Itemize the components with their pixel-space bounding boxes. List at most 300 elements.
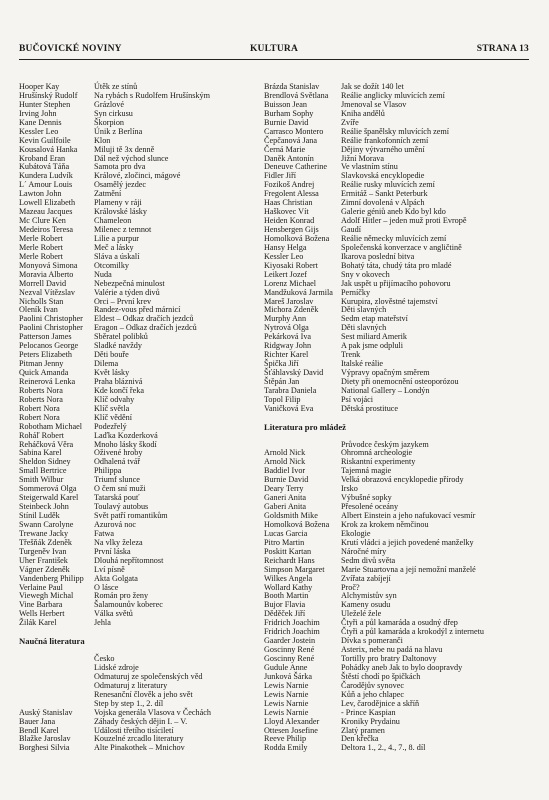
book-title: A pak jsme odpluli bbox=[341, 341, 404, 351]
book-title: Tajemná magie bbox=[341, 466, 392, 476]
book-title: Reálie frankofonních zemí bbox=[341, 135, 429, 145]
book-title: Uleželé žele bbox=[341, 609, 382, 619]
book-title: Únik z Berlína bbox=[94, 126, 143, 136]
book-author: Mc Clure Ken bbox=[19, 216, 66, 226]
book-title: Děti slavných bbox=[341, 323, 387, 333]
book-author: Vaničková Eva bbox=[264, 403, 314, 413]
book-title: Lilie a purpur bbox=[94, 233, 140, 243]
book-title: Škorpion bbox=[94, 117, 125, 127]
book-title: Klíč odvahy bbox=[94, 394, 135, 404]
book-title: Kameny osudu bbox=[341, 600, 391, 610]
book-author: Čepčanová Jana bbox=[264, 135, 317, 145]
book-author: Štěpán Jan bbox=[264, 376, 300, 386]
book-author: Paolini Christopher bbox=[19, 314, 83, 324]
book-title: Sláva a úskalí bbox=[94, 251, 140, 261]
book-title: Klíč vědění bbox=[94, 412, 132, 422]
book-author: Hooper Kay bbox=[19, 82, 60, 91]
book-title: Velká obrazová encyklopedie přírody bbox=[341, 475, 464, 485]
book-author: Deary Terry bbox=[264, 484, 304, 494]
book-author: Roháľ Robert bbox=[19, 430, 64, 440]
book-author: Peters Elizabeth bbox=[19, 350, 72, 360]
book-author: Hansy Helga bbox=[264, 242, 307, 252]
book-author: Burham Sophy bbox=[264, 108, 314, 118]
book-author: Lorenz Michael bbox=[264, 278, 317, 288]
book-author: Merle Robert bbox=[19, 242, 63, 252]
book-title: Asterix, nebe nu padá na hlavu bbox=[341, 645, 443, 655]
book-title: Alte Pinakothek – Mnichov bbox=[94, 743, 185, 753]
book-title: Zvířata zabíjejí bbox=[341, 573, 391, 583]
book-title: Samota pro dva bbox=[94, 162, 146, 172]
book-title: Svět patří romantikům bbox=[94, 511, 168, 520]
book-title: Plameny v ráji bbox=[94, 198, 142, 208]
book-title: Dívka s pomeranči bbox=[341, 636, 403, 646]
book-title: Perníčky bbox=[341, 287, 371, 297]
book-title: Sedm divů světa bbox=[341, 555, 396, 565]
book-title: Pohádky aneb Jak to bylo doopravdy bbox=[341, 662, 463, 672]
book-title: Průvodce českým jazykem bbox=[341, 439, 429, 449]
book-title: Klon bbox=[94, 135, 111, 145]
book-author: Steinbeck John bbox=[19, 502, 69, 512]
book-title: Děti slavných bbox=[341, 305, 387, 315]
book-title: Květ lásky bbox=[94, 368, 130, 377]
book-author: Carrasco Montero bbox=[264, 126, 324, 136]
book-author: Roberts Nora bbox=[19, 385, 63, 395]
book-title: Gaudí bbox=[341, 225, 362, 234]
book-title: Meč a lásky bbox=[94, 242, 134, 252]
book-title: Odhalená tvář bbox=[94, 457, 141, 467]
book-author: Lewis Narnie bbox=[264, 707, 309, 717]
book-title: Step by step 1., 2. díl bbox=[94, 698, 164, 708]
book-title: Bohatý táta, chudý táta pro mladé bbox=[341, 260, 452, 270]
book-title: Alchymistův syn bbox=[341, 591, 397, 601]
book-author: Fridrich Joachim bbox=[264, 627, 320, 637]
book-title: National Gallery – Londýn bbox=[341, 385, 430, 395]
book-author: Buisson Jean bbox=[264, 99, 307, 109]
book-author: Lawton John bbox=[19, 189, 62, 199]
book-title: Den křečka bbox=[341, 734, 379, 744]
book-title: Italské reálie bbox=[341, 359, 384, 369]
book-entry bbox=[19, 744, 254, 753]
book-author: Viewegh Michal bbox=[19, 591, 74, 601]
book-author: Fridrich Joachim bbox=[264, 618, 320, 628]
book-title: Náročné míry bbox=[341, 546, 387, 556]
book-title: Philippa bbox=[94, 466, 122, 476]
book-author: Třešňák Zdeněk bbox=[19, 537, 72, 547]
book-author: Kiyosaki Robert bbox=[264, 260, 318, 270]
book-title: Válka světů bbox=[94, 609, 133, 619]
header-rule bbox=[19, 59, 529, 60]
book-title: Ikarova poslední bitva bbox=[341, 251, 415, 261]
book-title: Kurupira, zlověstné tajemství bbox=[341, 296, 438, 306]
book-author: Simpson Margaret bbox=[264, 564, 325, 574]
book-author: Brendlová Světlana bbox=[264, 90, 329, 100]
book-title: Randez-vous před márnicí bbox=[94, 305, 181, 315]
page-number: STRANA 13 bbox=[476, 44, 529, 54]
book-title: Děti bouře bbox=[94, 350, 129, 360]
book-author: Robotham Michael bbox=[19, 421, 82, 431]
book-author: Murphy Ann bbox=[264, 314, 307, 324]
page-header bbox=[19, 44, 529, 58]
book-title: Odmaturuj ze společenských věd bbox=[94, 671, 203, 681]
book-title: Čtyři a půl kamaráda a krokodýl z internetu bbox=[341, 627, 485, 637]
book-author: Goldsmith Mike bbox=[264, 511, 318, 520]
book-title: Zimní dovolená v Alpách bbox=[341, 198, 425, 208]
book-author: Smith Wilbur bbox=[19, 475, 64, 485]
book-author: Goscinny René bbox=[264, 645, 315, 655]
book-title: Valérie a týden divů bbox=[94, 287, 160, 297]
book-author: Baddiel Ivor bbox=[264, 466, 306, 476]
section-heading: Naučná literatura bbox=[19, 636, 85, 647]
book-author: Merle Robert bbox=[19, 233, 63, 243]
book-title: Tortilly pro bratry Daltonovy bbox=[341, 654, 437, 663]
book-author: Trewane Jacky bbox=[19, 528, 69, 538]
book-title: Zvíře bbox=[341, 117, 359, 127]
book-author: Kessler Leo bbox=[264, 251, 304, 261]
book-author: Kevin Guilfoile bbox=[19, 135, 71, 145]
book-title: Ermitáž – Sankt Peterburk bbox=[341, 189, 428, 199]
book-title: Jehla bbox=[94, 618, 111, 628]
book-title: Klíč světla bbox=[94, 403, 130, 413]
book-title: Čarodějův synovec bbox=[341, 680, 404, 690]
book-author: Sommerová Olga bbox=[19, 484, 77, 494]
spacer bbox=[19, 646, 254, 655]
book-author: Robert Nora bbox=[19, 403, 60, 413]
section-heading-row bbox=[264, 423, 534, 432]
book-author: Gudule Anne bbox=[264, 662, 308, 672]
book-author: Vágner Zdeněk bbox=[19, 564, 70, 574]
book-author: Šťáhlavský David bbox=[264, 368, 324, 377]
book-author: Pitman Jenny bbox=[19, 359, 64, 369]
book-title: Zlatý pramen bbox=[341, 725, 385, 735]
book-title: Na rybách s Rudolfem Hrušínským bbox=[94, 90, 210, 100]
book-title: Vojska generála Vlasova v Čechách bbox=[94, 707, 212, 717]
book-title: Toulavý autobus bbox=[94, 502, 149, 512]
book-author: Patterson James bbox=[19, 332, 72, 342]
book-title: Královské lásky bbox=[94, 207, 147, 217]
book-author: Goscinny René bbox=[264, 654, 315, 663]
book-entry bbox=[264, 405, 534, 414]
book-author: Quick Amanda bbox=[19, 368, 69, 377]
book-author: Burnie David bbox=[264, 117, 309, 127]
book-author: Reeve Philip bbox=[264, 734, 307, 744]
book-title: Jak uspět u přijímacího pohovoru bbox=[341, 278, 451, 288]
book-author: Lucas Garcia bbox=[264, 528, 308, 538]
book-author: Sabina Karel bbox=[19, 448, 62, 458]
book-title: Reálie anglicky mluvících zemí bbox=[341, 90, 445, 100]
book-author: Haškovec Vít bbox=[264, 207, 309, 217]
book-title: Krok za krokem němčinou bbox=[341, 519, 429, 529]
book-title: Čtyři a půl kamaráda a osudný dřep bbox=[341, 618, 458, 628]
book-author: Roberts Nora bbox=[19, 394, 63, 404]
book-entry bbox=[264, 387, 534, 396]
book-author: Kundera Ludvík bbox=[19, 171, 73, 181]
book-title: Akta Golgata bbox=[94, 573, 138, 583]
book-title: Odmaturuj z literatury bbox=[94, 680, 168, 690]
book-author: Michora Zdeněk bbox=[264, 305, 319, 315]
book-author: Stínil Luděk bbox=[19, 511, 60, 520]
book-title: Miluji tě 3x denně bbox=[94, 144, 155, 154]
book-author: Auský Stanislav bbox=[19, 707, 73, 717]
book-author: Fozikoš Andrej bbox=[264, 180, 315, 190]
book-title: Eldest – Odkaz dračích jezdců bbox=[94, 314, 194, 324]
book-title: Azurová noc bbox=[94, 519, 137, 529]
book-title: Sedm etap mateřství bbox=[341, 314, 408, 324]
book-title: Laďka Kozderková bbox=[94, 430, 158, 440]
book-title: Orci – První krev bbox=[94, 296, 152, 306]
book-author: Vandenberg Philipp bbox=[19, 573, 84, 583]
book-author: Swann Carolyne bbox=[19, 519, 74, 529]
book-author: Haas Christian bbox=[264, 198, 313, 208]
section-name: KULTURA bbox=[249, 44, 299, 54]
book-author: Žilák Karel bbox=[19, 618, 57, 628]
book-title: Syn cirkusu bbox=[94, 108, 133, 118]
book-title: Kroniky Prydainu bbox=[341, 716, 400, 726]
book-author: Fregolent Alessa bbox=[264, 189, 319, 199]
book-author: Medeiros Teresa bbox=[19, 225, 74, 234]
book-author: L´ Amour Louis bbox=[19, 180, 73, 190]
book-author: Steigerwald Karel bbox=[19, 493, 79, 503]
book-author: Rodda Emily bbox=[264, 743, 308, 753]
book-title: Ohromná archeologie bbox=[341, 448, 413, 458]
section-heading-row bbox=[19, 637, 254, 646]
book-author: Černá Marie bbox=[264, 144, 306, 154]
book-title: Zatmění bbox=[94, 189, 122, 199]
book-title: Triumf slunce bbox=[94, 475, 140, 485]
book-author: Nezval Vítězslav bbox=[19, 287, 76, 297]
book-title: Sest miliard Amerik bbox=[341, 332, 407, 342]
book-author: Špička Jiří bbox=[264, 359, 299, 369]
book-author: Hunter Stephen bbox=[19, 99, 71, 109]
book-title: Dilema bbox=[94, 359, 119, 369]
book-author: Irving John bbox=[19, 108, 57, 118]
book-title: Dětská prostituce bbox=[341, 403, 399, 413]
book-title: Fatwa bbox=[94, 528, 115, 538]
book-author: Sheldon Sidney bbox=[19, 457, 71, 467]
book-title: Galerie géniů aneb Kdo byl kdo bbox=[341, 207, 446, 217]
book-title: Přesolené oceány bbox=[341, 502, 399, 512]
book-author: Hrušínský Rudolf bbox=[19, 90, 78, 100]
book-title: Ve vlastním stínu bbox=[341, 162, 398, 172]
book-title: Výpravy opačným směrem bbox=[341, 368, 430, 377]
book-title: Ekologie bbox=[341, 528, 371, 538]
book-title: Výbušné sopky bbox=[341, 493, 392, 503]
book-title: Mnoho lásky škodí bbox=[94, 439, 157, 449]
book-author: Pelocanos George bbox=[19, 341, 79, 351]
book-title: Chameleon bbox=[94, 216, 132, 226]
book-author: Blažke Jaroslav bbox=[19, 734, 71, 744]
book-title: Společenská konverzace v angličtině bbox=[341, 242, 462, 252]
book-author: Mandžuková Jarmila bbox=[264, 287, 333, 297]
book-title: Albert Einstein a jeho nafukovací vesmír bbox=[341, 511, 476, 520]
book-title: Jmenoval se Vlasov bbox=[341, 99, 407, 109]
book-title: Dlouhá nepřítomnost bbox=[94, 555, 164, 565]
book-author: Vine Barbara bbox=[19, 600, 63, 610]
book-author: Heiden Konrad bbox=[264, 216, 315, 226]
book-title: Kde končí řeka bbox=[94, 385, 145, 395]
book-title: Dál než východ slunce bbox=[94, 153, 169, 163]
book-title: Trenk bbox=[341, 350, 361, 360]
book-author: Deneuve Catherine bbox=[264, 162, 327, 172]
book-title: Psí vojáci bbox=[341, 394, 374, 404]
book-title: Kůň a jeho chlapec bbox=[341, 689, 404, 699]
book-title: Renesanční člověk a jeho svět bbox=[94, 689, 193, 699]
book-author: Lewis Narnie bbox=[264, 698, 309, 708]
book-title: První láska bbox=[94, 546, 131, 556]
book-author: Robert Nora bbox=[19, 412, 60, 422]
book-author: Mazeau Jacques bbox=[19, 207, 73, 217]
book-author: Nicholls Stan bbox=[19, 296, 64, 306]
book-author: Uher František bbox=[19, 555, 68, 565]
book-entry bbox=[264, 351, 534, 360]
book-author: Turgeněv Ivan bbox=[19, 546, 67, 556]
book-title: Milenec z temnot bbox=[94, 225, 152, 234]
book-title: Na vlky železa bbox=[94, 537, 143, 547]
book-title: - Prince Kaspian bbox=[341, 707, 396, 717]
book-author: Burnie David bbox=[264, 475, 309, 485]
book-title: Marie Stuartovna a její nemožní manželé bbox=[341, 564, 476, 574]
newspaper-title: BUČOVICKÉ NOVINY bbox=[19, 44, 122, 54]
book-author: Poskitt Kartan bbox=[264, 546, 312, 556]
book-title: Události třetího tisíciletí bbox=[94, 725, 174, 735]
book-title: Reálie rusky mluvících zemí bbox=[341, 180, 435, 190]
book-author: Oleník Ivan bbox=[19, 305, 58, 315]
book-author: Hensbergen Gijs bbox=[264, 225, 319, 234]
book-author: Homolková Božena bbox=[264, 519, 330, 529]
book-title: Román pro ženy bbox=[94, 591, 149, 601]
book-title: Deltora 1., 2., 4., 7., 8. díl bbox=[341, 743, 426, 753]
book-author: Leikert Jozef bbox=[264, 269, 307, 279]
book-entry bbox=[264, 744, 534, 753]
book-author: Pitro Martin bbox=[264, 537, 305, 547]
book-author: Richter Karel bbox=[264, 350, 309, 360]
book-author: Moravia Alberto bbox=[19, 269, 74, 279]
book-title: Osamělý jezdec bbox=[94, 180, 147, 190]
book-title: Sběratel polibků bbox=[94, 332, 148, 342]
book-title: Záhady českých dějin I. – V. bbox=[94, 716, 188, 726]
book-title: Irsko bbox=[341, 484, 358, 494]
book-author: Kroband Eran bbox=[19, 153, 66, 163]
book-title: Diety při onemocnění osteoporózou bbox=[341, 376, 459, 386]
book-author: Tarabra Daniela bbox=[264, 385, 317, 395]
book-title: Králové, zločinci, mágové bbox=[94, 171, 181, 181]
book-entry bbox=[19, 619, 254, 628]
book-entry bbox=[264, 476, 534, 485]
book-author: Borghesi Silvia bbox=[19, 743, 70, 753]
book-author: Topol Filip bbox=[264, 394, 301, 404]
book-author: Bauer Jana bbox=[19, 716, 56, 726]
book-title: Šalamounův koberec bbox=[94, 600, 163, 610]
book-author: Mareš Jaroslav bbox=[264, 296, 314, 306]
book-author: Monyová Simona bbox=[19, 260, 78, 270]
book-title: Lví písně bbox=[94, 564, 125, 574]
book-title: Dějiny výtvarného umění bbox=[341, 144, 425, 154]
left-column bbox=[19, 83, 254, 753]
book-author: Lowell Elizabeth bbox=[19, 198, 76, 208]
book-title: Adolf Hitler – jeden muž proti Evropě bbox=[341, 216, 467, 226]
book-author: Bendl Karel bbox=[19, 725, 59, 735]
right-column bbox=[264, 83, 534, 753]
book-author: Small Bertrice bbox=[19, 466, 67, 476]
book-author: Pekárková Iva bbox=[264, 332, 312, 342]
book-author: Děděček Jiří bbox=[264, 609, 306, 619]
book-title: Otcomilky bbox=[94, 260, 130, 270]
book-author: Nytrová Olga bbox=[264, 323, 309, 333]
book-title: Slavkovská encyklopedie bbox=[341, 171, 425, 181]
book-title: Praha bláznivá bbox=[94, 376, 143, 386]
book-title: Nebezpečná minulost bbox=[94, 278, 165, 288]
book-title: Sladké navždy bbox=[94, 341, 142, 351]
book-title: Sny v okovech bbox=[341, 269, 390, 279]
book-author: Ottesen Josefine bbox=[264, 725, 318, 735]
book-author: Arnold Nick bbox=[264, 457, 306, 467]
book-author: Gaarder Jostein bbox=[264, 636, 316, 646]
book-author: Brázda Stanislav bbox=[264, 82, 320, 91]
book-author: Bujor Flavia bbox=[264, 600, 306, 610]
book-title: Riskantní experimenty bbox=[341, 457, 416, 467]
book-title: Štěstí chodí po špičkách bbox=[341, 671, 421, 681]
book-author: Lewis Narnie bbox=[264, 689, 309, 699]
book-title: Útěk ze stínů bbox=[94, 82, 138, 91]
book-title: Česko bbox=[94, 654, 115, 663]
book-title: Eragon – Odkaz dračích jezdců bbox=[94, 323, 197, 333]
book-title: Podezřelý bbox=[94, 421, 127, 431]
book-author: Lewis Narnie bbox=[264, 680, 309, 690]
book-title: Lev, čarodějnice a skříň bbox=[341, 698, 420, 708]
book-title: Kniha andělů bbox=[341, 108, 385, 118]
book-author: Kessler Leo bbox=[19, 126, 59, 136]
book-title: Grázlové bbox=[94, 99, 125, 109]
book-author: Arnold Nick bbox=[264, 448, 306, 458]
book-title: Reálie španělsky mluvících zemí bbox=[341, 126, 449, 136]
book-title: O lásce bbox=[94, 582, 119, 592]
book-author: Ridgway John bbox=[264, 341, 312, 351]
book-title: Kouzelné zrcadlo literatury bbox=[94, 734, 184, 744]
book-title: Jak se dožít 140 let bbox=[341, 82, 404, 91]
book-author: Daněk Antonín bbox=[264, 153, 314, 163]
book-author: Morrell David bbox=[19, 278, 67, 288]
book-author: Merle Robert bbox=[19, 251, 63, 261]
book-author: Ganeri Anita bbox=[264, 493, 307, 503]
book-author: Booth Martin bbox=[264, 591, 309, 601]
book-author: Gaberi Anita bbox=[264, 502, 307, 512]
book-title: Krutí vládci a jejich povedené manželky bbox=[341, 537, 474, 547]
book-author: Reichardt Hans bbox=[264, 555, 315, 565]
book-title: Reálie německy mluvících zemí bbox=[341, 233, 447, 243]
book-title: Proč? bbox=[341, 582, 360, 592]
book-title: Tatarská pouť bbox=[94, 493, 140, 503]
section-heading: Literatura pro mládež bbox=[264, 421, 346, 432]
book-author: Reinerová Lenka bbox=[19, 376, 76, 386]
book-author: Reháčková Věra bbox=[19, 439, 74, 449]
book-title: Lidské zdroje bbox=[94, 662, 139, 672]
book-author: Lloyd Alexander bbox=[264, 716, 320, 726]
book-title: Nuda bbox=[94, 269, 112, 279]
book-author: Wollard Kathy bbox=[264, 582, 313, 592]
book-title: O čem sní muži bbox=[94, 484, 146, 494]
book-author: Junková Šárka bbox=[264, 671, 312, 681]
book-author: Kane Dennis bbox=[19, 117, 62, 127]
book-author: Homolková Božena bbox=[264, 233, 330, 243]
book-author: Wells Herbert bbox=[19, 609, 65, 619]
book-title: Oživené hroby bbox=[94, 448, 143, 458]
book-author: Kubátová Táňa bbox=[19, 162, 70, 172]
book-title: Jižní Morava bbox=[341, 153, 384, 163]
book-author: Verlaine Paul bbox=[19, 582, 63, 592]
book-author: Kousalová Hanka bbox=[19, 144, 78, 154]
book-author: Wilkes Angela bbox=[264, 573, 313, 583]
book-author: Fidler Jiří bbox=[264, 171, 297, 181]
book-author: Paolini Christopher bbox=[19, 323, 83, 333]
